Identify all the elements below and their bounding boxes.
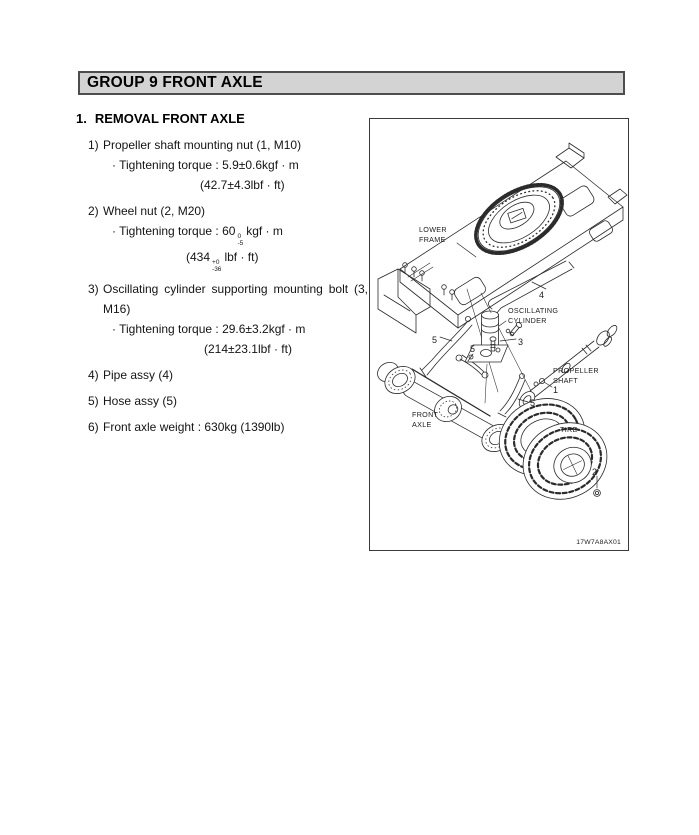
callout-1: 1 — [553, 385, 559, 395]
item-number: 2) — [88, 204, 99, 218]
item-number: 4) — [88, 368, 99, 382]
item-text: Front axle weight : 630kg (1390lb) — [103, 420, 285, 434]
section-heading — [76, 111, 245, 126]
torque-imperial: (214±23.1lbf · ft) — [204, 342, 292, 356]
item-text: Hose assy (5) — [103, 394, 178, 408]
callout-5: 5 — [530, 398, 536, 408]
torque-imperial: (434 +0 -36 lbf · ft) — [186, 250, 259, 273]
item-number: 6) — [88, 420, 99, 434]
oscillating-cylinder-drawing — [465, 311, 508, 403]
section-title: REMOVAL FRONT AXLE — [94, 111, 245, 126]
list-item — [88, 279, 368, 359]
swing-bearing-drawing — [464, 171, 574, 268]
list-item — [88, 365, 368, 385]
figure-code: 17W7A8AX01 — [576, 539, 621, 546]
label-front-axle: AXLE — [412, 420, 432, 429]
callout-4: 4 — [539, 290, 545, 300]
label-lower-frame: FRAME — [419, 235, 446, 244]
exploded-view-figure — [369, 118, 629, 551]
group-title: GROUP 9 FRONT AXLE — [87, 74, 263, 91]
label-oscillating-cylinder: OSCILLATING — [508, 306, 559, 315]
list-item — [88, 391, 368, 411]
front-axle-diagram — [374, 143, 627, 513]
item-text: Propeller shaft mounting nut (1, M10) — [103, 138, 302, 152]
torque-line: · Tightening torque : 5.9±0.6kgf · m — [112, 158, 299, 172]
callout-2: 2 — [592, 467, 598, 477]
callout-5: 5 — [432, 335, 438, 345]
label-propeller-shaft: PROPELLER — [553, 366, 599, 375]
item-text: Pipe assy (4) — [103, 368, 174, 382]
wheel-nut-drawing — [594, 490, 601, 497]
label-propeller-shaft: SHAFT — [553, 376, 579, 385]
callout-3: 3 — [518, 337, 524, 347]
torque-line: · Tightening torque : 60 0 -5 kgf · m — [112, 224, 283, 247]
list-item — [88, 135, 368, 195]
callout-5: 5 — [470, 344, 476, 354]
tolerance-stack: 0 -5 — [237, 233, 244, 247]
list-item — [88, 201, 368, 273]
item-text: Wheel nut (2, M20) — [103, 204, 206, 218]
tolerance-stack: +0 -36 — [212, 259, 222, 273]
item-text: Oscillating cylinder supporting mounting bolt (3, M16) — [103, 282, 368, 316]
item-number: 1) — [88, 138, 99, 152]
mounting-bracket-drawing — [378, 263, 454, 333]
section-number: 1. — [76, 111, 87, 126]
label-oscillating-cylinder: CYLINDER — [508, 316, 547, 325]
list-item — [88, 417, 368, 437]
group-header-bar — [78, 71, 625, 95]
torque-imperial: (42.7±4.3lbf · ft) — [200, 178, 285, 192]
label-front-axle: FRONT — [412, 410, 439, 419]
label-tire: TIRE — [560, 425, 578, 434]
front-axle-drawing — [374, 359, 517, 458]
torque-line: · Tightening torque : 29.6±3.2kgf · m — [112, 322, 306, 336]
label-lower-frame: LOWER — [419, 225, 447, 234]
removal-steps-list — [88, 135, 368, 443]
item-number: 5) — [88, 394, 99, 408]
item-number: 3) — [88, 282, 99, 296]
